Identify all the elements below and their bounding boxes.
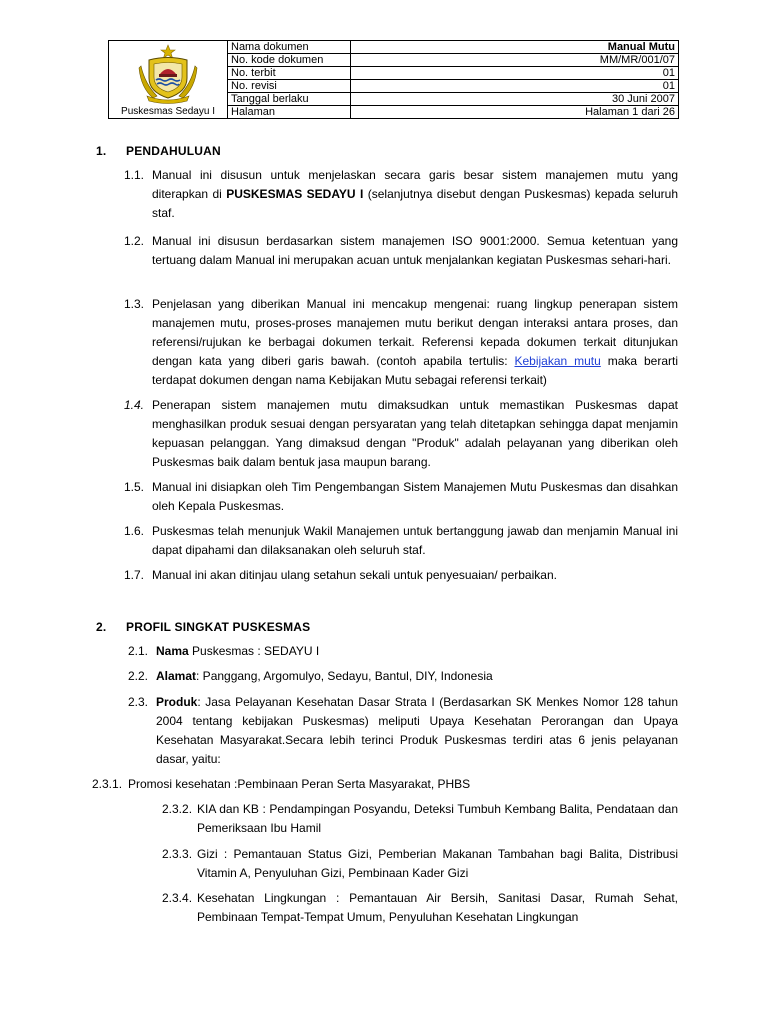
document-header-table xyxy=(108,40,679,119)
item-number: 2.3.3. xyxy=(162,847,193,861)
section-number: 1. xyxy=(96,144,107,158)
header-label-no-revisi: No. revisi xyxy=(228,80,351,93)
item-text-post: : Jasa Pelayanan Kesehatan Dasar Strata I (Berdasarkan SK Menkes Nomor 128 tahun 2004 tentang kebijakan Puskesmas) meliputi Upaya Kesehatan Perorangan dan Upaya Kesehatan Masyarakat.Secara lebih terinci Produk Puskesmas terdiri atas 6 jenis pelayanan dasar, yaitu: xyxy=(156,695,678,766)
item-number: 2.3. xyxy=(128,695,149,709)
paragraph-2-3 xyxy=(128,693,678,769)
item-number: 1.3. xyxy=(124,297,145,311)
paragraph-1-2 xyxy=(124,232,678,270)
item-number: 2.1. xyxy=(128,644,149,658)
paragraph-1-5 xyxy=(124,478,678,516)
paragraph-1-6 xyxy=(124,522,678,560)
header-value-kode-dokumen: MM/MR/001/07 xyxy=(351,54,679,67)
header-value-no-revisi: 01 xyxy=(351,80,679,93)
header-label-no-terbit: No. terbit xyxy=(228,67,351,80)
item-number: 1.6. xyxy=(124,524,145,538)
item-text xyxy=(156,667,678,686)
kebijakan-mutu-link[interactable]: Kebijakan mutu xyxy=(514,354,601,368)
item-number: 1.5. xyxy=(124,480,145,494)
item-text-bold: Nama xyxy=(156,644,189,658)
item-text: Puskesmas telah menunjuk Wakil Manajemen untuk bertanggung jawab dan menjamin Manual ini dapat dipahami dan dilaksanakan oleh seluruh staf. xyxy=(152,524,678,557)
item-number: 1.7. xyxy=(124,568,145,582)
item-text-post: Puskesmas : SEDAYU I xyxy=(188,644,320,658)
paragraph-1-7 xyxy=(124,566,678,585)
header-value-no-terbit: 01 xyxy=(351,67,679,80)
paragraph-2-1 xyxy=(128,642,678,661)
header-value-nama-dokumen: Manual Mutu xyxy=(351,41,679,54)
item-text: Kesehatan Lingkungan : Pemantauan Air Bersih, Sanitasi Dasar, Rumah Sehat, Pembinaan Tempat-Tempat Umum, Penyuluhan Kesehatan Lingkungan xyxy=(197,891,678,924)
item-text-pre: Manual ini disusun untuk menjelaskan secara garis besar sistem manajemen mutu yang diterapkan di xyxy=(152,168,678,201)
paragraph-1-1 xyxy=(124,166,678,223)
item-text xyxy=(152,295,678,390)
paragraph-1-3 xyxy=(124,295,678,390)
section-title: PROFIL SINGKAT PUSKESMAS xyxy=(126,620,311,634)
item-text: Promosi kesehatan :Pembinaan Peran Serta Masyarakat, PHBS xyxy=(128,777,471,791)
item-text: Penerapan sistem manajemen mutu dimaksudkan untuk memastikan Puskesmas dapat menghasilkan produk sesuai dengan persyaratan yang telah ditetapkan sehingga dapat menjamin kepuasan pelanggan. Yang dimaksud dengan "Produk" adalah pelayanan yang diberikan oleh Puskesmas baik dalam bentuk jasa maupun barang. xyxy=(152,398,678,469)
logo-cell xyxy=(109,41,228,119)
item-text xyxy=(156,693,678,769)
header-value-tanggal-berlaku: 30 Juni 2007 xyxy=(351,93,679,106)
item-text: Gizi : Pemantauan Status Gizi, Pemberian Makanan Tambahan bagi Balita, Distribusi Vitamin A, Penyuluhan Gizi, Pembinaan Kader Gizi xyxy=(197,847,678,880)
item-number: 2.3.4. xyxy=(162,891,193,905)
item-text-post: : Panggang, Argomulyo, Sedayu, Bantul, DIY, Indonesia xyxy=(196,669,493,683)
item-text xyxy=(152,166,678,223)
item-number: 2.3.2. xyxy=(162,802,193,816)
item-text: Manual ini disiapkan oleh Tim Pengembangan Sistem Manajemen Mutu Puskesmas dan disahkan oleh Kepala Puskesmas. xyxy=(152,480,678,513)
paragraph-1-4 xyxy=(124,396,678,472)
item-number: 2.2. xyxy=(128,669,149,683)
item-text-post: (selanjutnya disebut dengan Puskesmas) kepada seluruh staf. xyxy=(152,187,678,220)
header-label-nama-dokumen: Nama dokumen xyxy=(228,41,351,54)
header-label-kode-dokumen: No. kode dokumen xyxy=(228,54,351,67)
header-label-halaman: Halaman xyxy=(228,106,351,119)
org-name: Puskesmas Sedayu I xyxy=(121,106,215,117)
item-text-post: maka berarti terdapat dokumen dengan nama Kebijakan Mutu sebagai referensi terkait) xyxy=(152,354,678,387)
puskesmas-emblem-icon xyxy=(137,44,199,104)
item-number: 1.1. xyxy=(124,168,145,182)
section-title: PENDAHULUAN xyxy=(126,144,221,158)
item-number: 1.4. xyxy=(124,398,145,412)
paragraph-2-2 xyxy=(128,667,678,686)
section-number: 2. xyxy=(96,620,107,634)
item-text-bold: PUSKESMAS SEDAYU I xyxy=(226,187,364,201)
item-text: KIA dan KB : Pendampingan Posyandu, Deteksi Tumbuh Kembang Balita, Pendataan dan Pemeriksaan Ibu Hamil xyxy=(197,802,678,835)
subitem-2-3-1 xyxy=(92,775,592,794)
item-text: Manual ini disusun berdasarkan sistem manajemen ISO 9001:2000. Semua ketentuan yang tertuang dalam Manual ini merupakan acuan untuk menjalankan kegiatan Puskesmas sehari-hari. xyxy=(152,234,678,267)
item-text: Manual ini akan ditinjau ulang setahun sekali untuk penyesuaian/ perbaikan. xyxy=(152,568,557,582)
subitem-2-3-4 xyxy=(162,889,678,927)
header-value-halaman: Halaman 1 dari 26 xyxy=(351,106,679,119)
item-text-pre: Penjelasan yang diberikan Manual ini mencakup mengenai: ruang lingkup penerapan sistem manajemen mutu, proses-proses manajemen mutu berikut dengan interaksi antara proses, dan referensi/rujukan ke berbagai dokumen terkait. Referensi kepada dokumen terkait ditunjukan dengan kata yang diberi garis bawah. (contoh apabila tertulis: xyxy=(152,297,678,368)
subitem-2-3-3 xyxy=(162,845,678,883)
item-number: 2.3.1. xyxy=(92,777,123,791)
item-text-bold: Produk xyxy=(156,695,198,709)
item-number: 1.2. xyxy=(124,234,145,248)
item-text xyxy=(156,642,678,661)
item-text-bold: Alamat xyxy=(156,669,197,683)
subitem-2-3-2 xyxy=(162,800,678,838)
header-label-tanggal-berlaku: Tanggal berlaku xyxy=(228,93,351,106)
